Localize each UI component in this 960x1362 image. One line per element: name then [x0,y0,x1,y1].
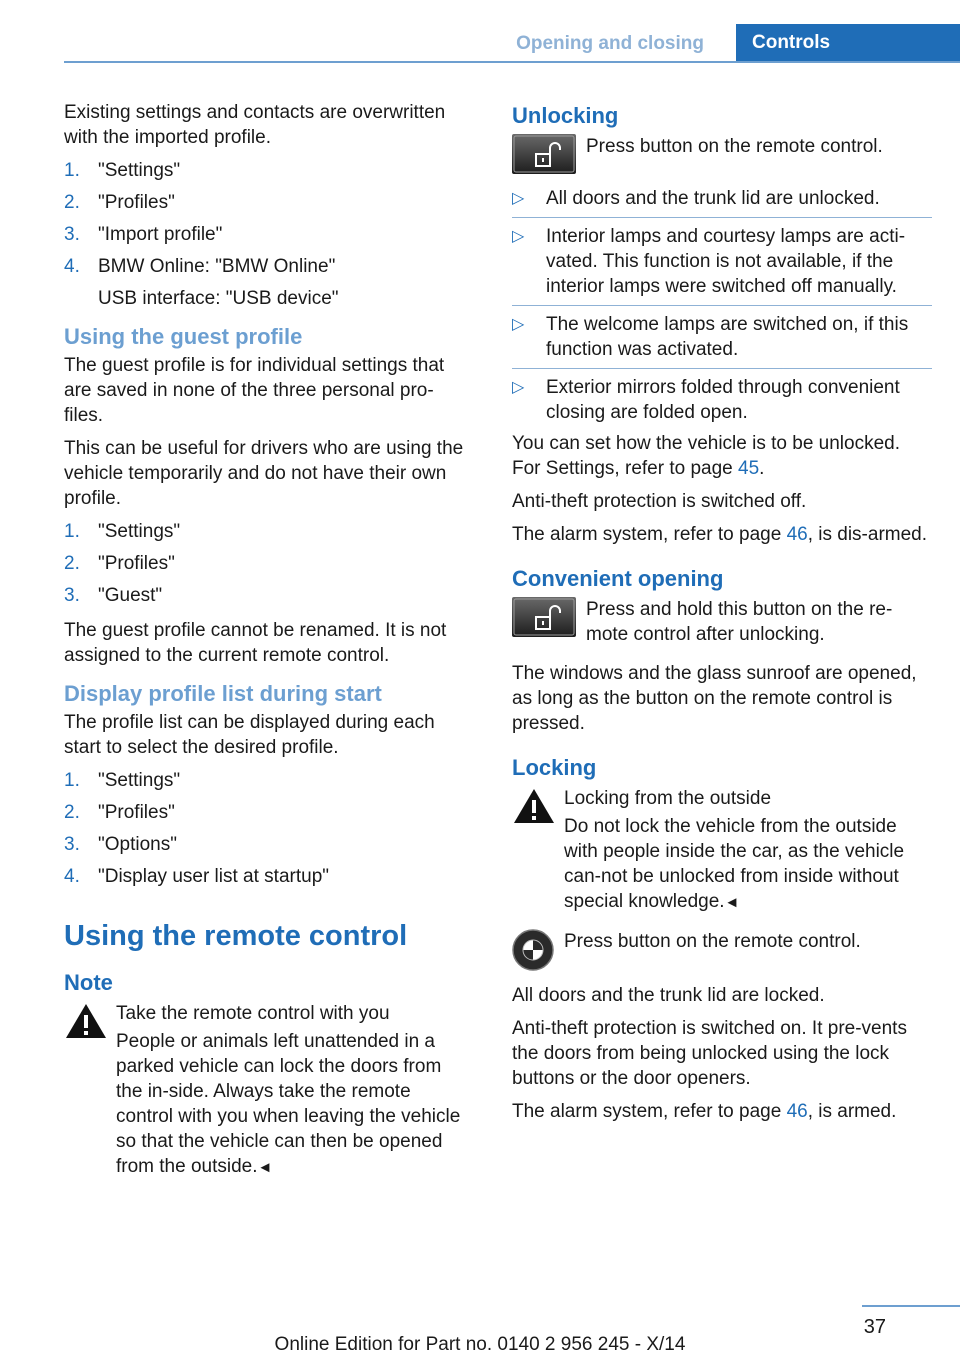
lock-button-row [512,929,932,971]
unlock-button-row [512,134,932,174]
display-steps [64,768,469,889]
header-chapter-tab: Controls [736,24,960,62]
list-item: 1. "Settings" [64,160,181,181]
locking-heading: Locking [512,755,597,780]
unlock-alarm-text: The alarm system, refer to page 46, is dis‐armed. [512,524,928,545]
list-item: 3. "Options" [64,834,177,855]
convenient-button-text: Press and hold this button on the re‐mote control after unlocking. [586,599,893,645]
convenient-p1: The windows and the glass sunroof are opened, as long as the button on the remote control is pressed. [512,663,917,734]
bmw-logo-button-icon [512,929,554,971]
warning-triangle-icon [64,1001,108,1041]
header-section-label: Opening and closing [516,33,704,54]
note-heading: Note [64,970,113,995]
list-item: 2. "Profiles" [64,553,175,574]
remote-control-heading: Using the remote control [64,920,408,952]
import-steps [64,158,469,311]
guest-profile-heading: Using the guest profile [64,324,303,349]
warning-triangle-icon [512,786,556,826]
locking-warning-title: Locking from the outside [564,788,772,809]
lock-button-text: Press button on the remote control. [564,931,861,952]
triangle-bullet-icon: ▷ [512,316,525,333]
list-item: ▷ All doors and the trunk lid are unlocked. [512,188,880,209]
guest-p2: This can be useful for drivers who are using the vehicle temporarily and do not have their own profile. [64,438,464,509]
end-mark-icon: ◄ [257,1159,273,1176]
list-item: ▷ Interior lamps and courtesy lamps are acti‐vated. This function is not available, if the interior lamps were switched off manually. [512,217,932,299]
unlock-button-text: Press button on the remote control. [586,136,883,157]
display-p1: The profile list can be displayed during each start to select the desired profile. [64,712,435,758]
guest-steps [64,519,469,608]
page-header [0,0,960,64]
triangle-bullet-icon: ▷ [512,379,525,396]
triangle-bullet-icon: ▷ [512,228,525,245]
unlock-settings-text: You can set how the vehicle is to be unlocked. For Settings, refer to page 45. [512,433,900,479]
page-link-45[interactable]: 45 [738,458,760,479]
triangle-bullet-icon: ▷ [512,190,525,207]
list-item: 2. "Profiles" [64,192,175,213]
list-item: ▷ Exterior mirrors folded through convenient closing are folded open. [512,368,932,425]
list-item: 4. "Display user list at startup" [64,866,330,887]
remote-warning [64,1001,469,1180]
locking-p1: All doors and the trunk lid are locked. [512,985,825,1006]
footer-rule [862,1305,960,1307]
page-number: 37 [863,1316,886,1338]
convenient-opening-heading: Convenient opening [512,566,724,591]
list-item: 4. BMW Online: "BMW Online" USB interface: "USB device" [64,256,339,309]
left-column [64,100,469,1186]
page-link-46[interactable]: 46 [786,524,808,545]
unlock-button-icon [512,597,576,637]
list-item: 2. "Profiles" [64,802,175,823]
guest-p3: The guest profile cannot be renamed. It is not assigned to the current remote control. [64,620,447,666]
footer-edition: Online Edition for Part no. 0140 2 956 245 - X/14 [274,1334,686,1355]
remote-warning-text: People or animals left unattended in a parked vehicle can lock the doors from the in‐side. Always take the remote control with you when leaving the vehicle so that the vehicle can then be opened from the outside.◄ [116,1031,461,1177]
list-item: ▷ The welcome lamps are switched on, if this function was activated. [512,305,932,362]
header-rule [64,61,960,63]
unlocking-bullets [512,186,932,425]
locking-alarm-text: The alarm system, refer to page 46, is armed. [512,1101,897,1122]
locking-warning-text: Do not lock the vehicle from the outside with people inside the car, as the vehicle can‐not be unlocked from inside without special knowledge.◄ [564,816,905,912]
list-item: 1. "Settings" [64,521,181,542]
convenient-button-row [512,597,932,647]
locking-warning [512,786,932,915]
right-column [512,100,932,1132]
unlocking-heading: Unlocking [512,103,619,128]
unlock-button-icon [512,134,576,174]
page-link-46[interactable]: 46 [786,1101,808,1122]
end-mark-icon: ◄ [724,894,740,911]
remote-warning-title: Take the remote control with you [116,1003,390,1024]
display-list-heading: Display profile list during start [64,681,382,706]
unlock-antitheft-text: Anti-theft protection is switched off. [512,491,807,512]
guest-p1: The guest profile is for individual settings that are saved in none of the three personal pro‐files. [64,355,445,426]
import-intro: Existing settings and contacts are overwritten with the imported profile. [64,102,446,148]
list-item: 3. "Import profile" [64,224,223,245]
list-item: 3. "Guest" [64,585,163,606]
locking-p2: Anti-theft protection is switched on. It pre‐vents the doors from being unlocked using the lock buttons or the door openers. [512,1018,907,1089]
list-item: 1. "Settings" [64,770,181,791]
